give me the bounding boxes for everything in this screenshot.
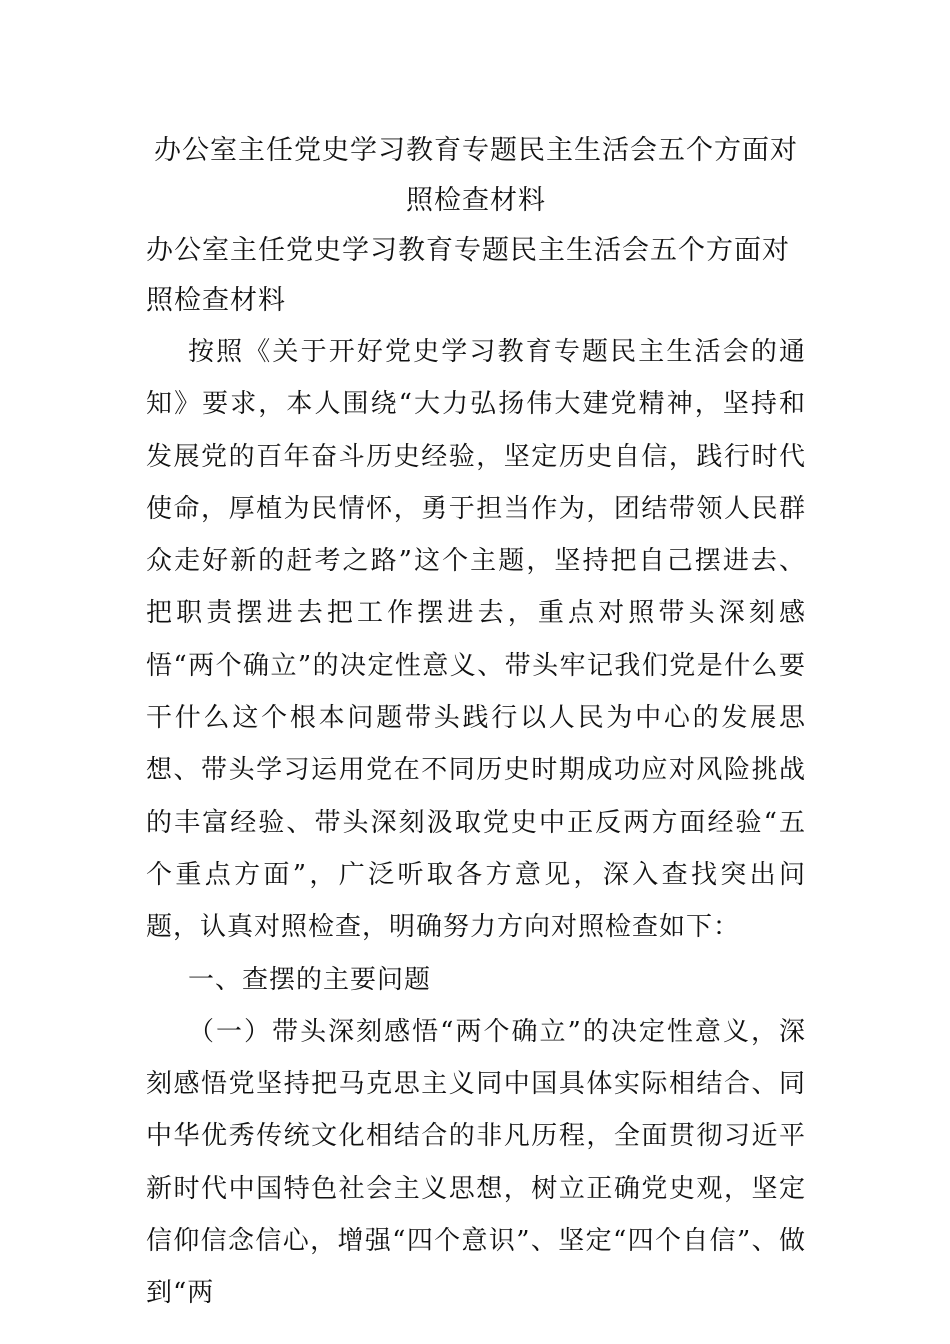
document-body — [146, 126, 806, 1320]
section-heading: 一、查摆的主要问题 — [188, 964, 432, 995]
intro-paragraph: 按照《关于开好党史学习教育专题民主生活会的通知》要求，本人围绕“大力弘扬伟大建党精神，坚持和发展党的百年奋斗历史经验，坚定历史自信，践行时代使命，厚植为民情怀，勇于担当作为，团结带领人民群众走好新的赶考之路”这个主题，坚持把自己摆进去、把职责摆进去把工作摆进去，重点对照带头深刻感悟“两个确立”的决定性意义、带头牢记我们党是什么要干什么这个根本问题带头践行以人民为中心的发展思想、带头学习运用党在不同历史时期成功应对风险挑战的丰富经验、带头深刻汲取党史中正反两方面经验“五个重点方面”，广泛听取各方意见，深入查找突出问题，认真对照检查，明确努力方向对照检查如下： — [146, 337, 806, 943]
document-subtitle: 办公室主任党史学习教育专题民主生活会五个方面对照检查材料 — [146, 235, 790, 316]
document-title: 办公室主任党史学习教育专题民主生活会五个方面对照检查材料 — [154, 135, 798, 216]
section-1-paragraph: （一）带头深刻感悟“两个确立”的决定性意义，深刻感悟党坚持把马克思主义同中国具体实际相结合、同中华优秀传统文化相结合的非凡历程，全面贯彻习近平新时代中国特色社会主义思想，树立正确党史观，坚定信仰信念信心，增强“四个意识”、坚定“四个自信”、做到“两 — [146, 1016, 806, 1309]
